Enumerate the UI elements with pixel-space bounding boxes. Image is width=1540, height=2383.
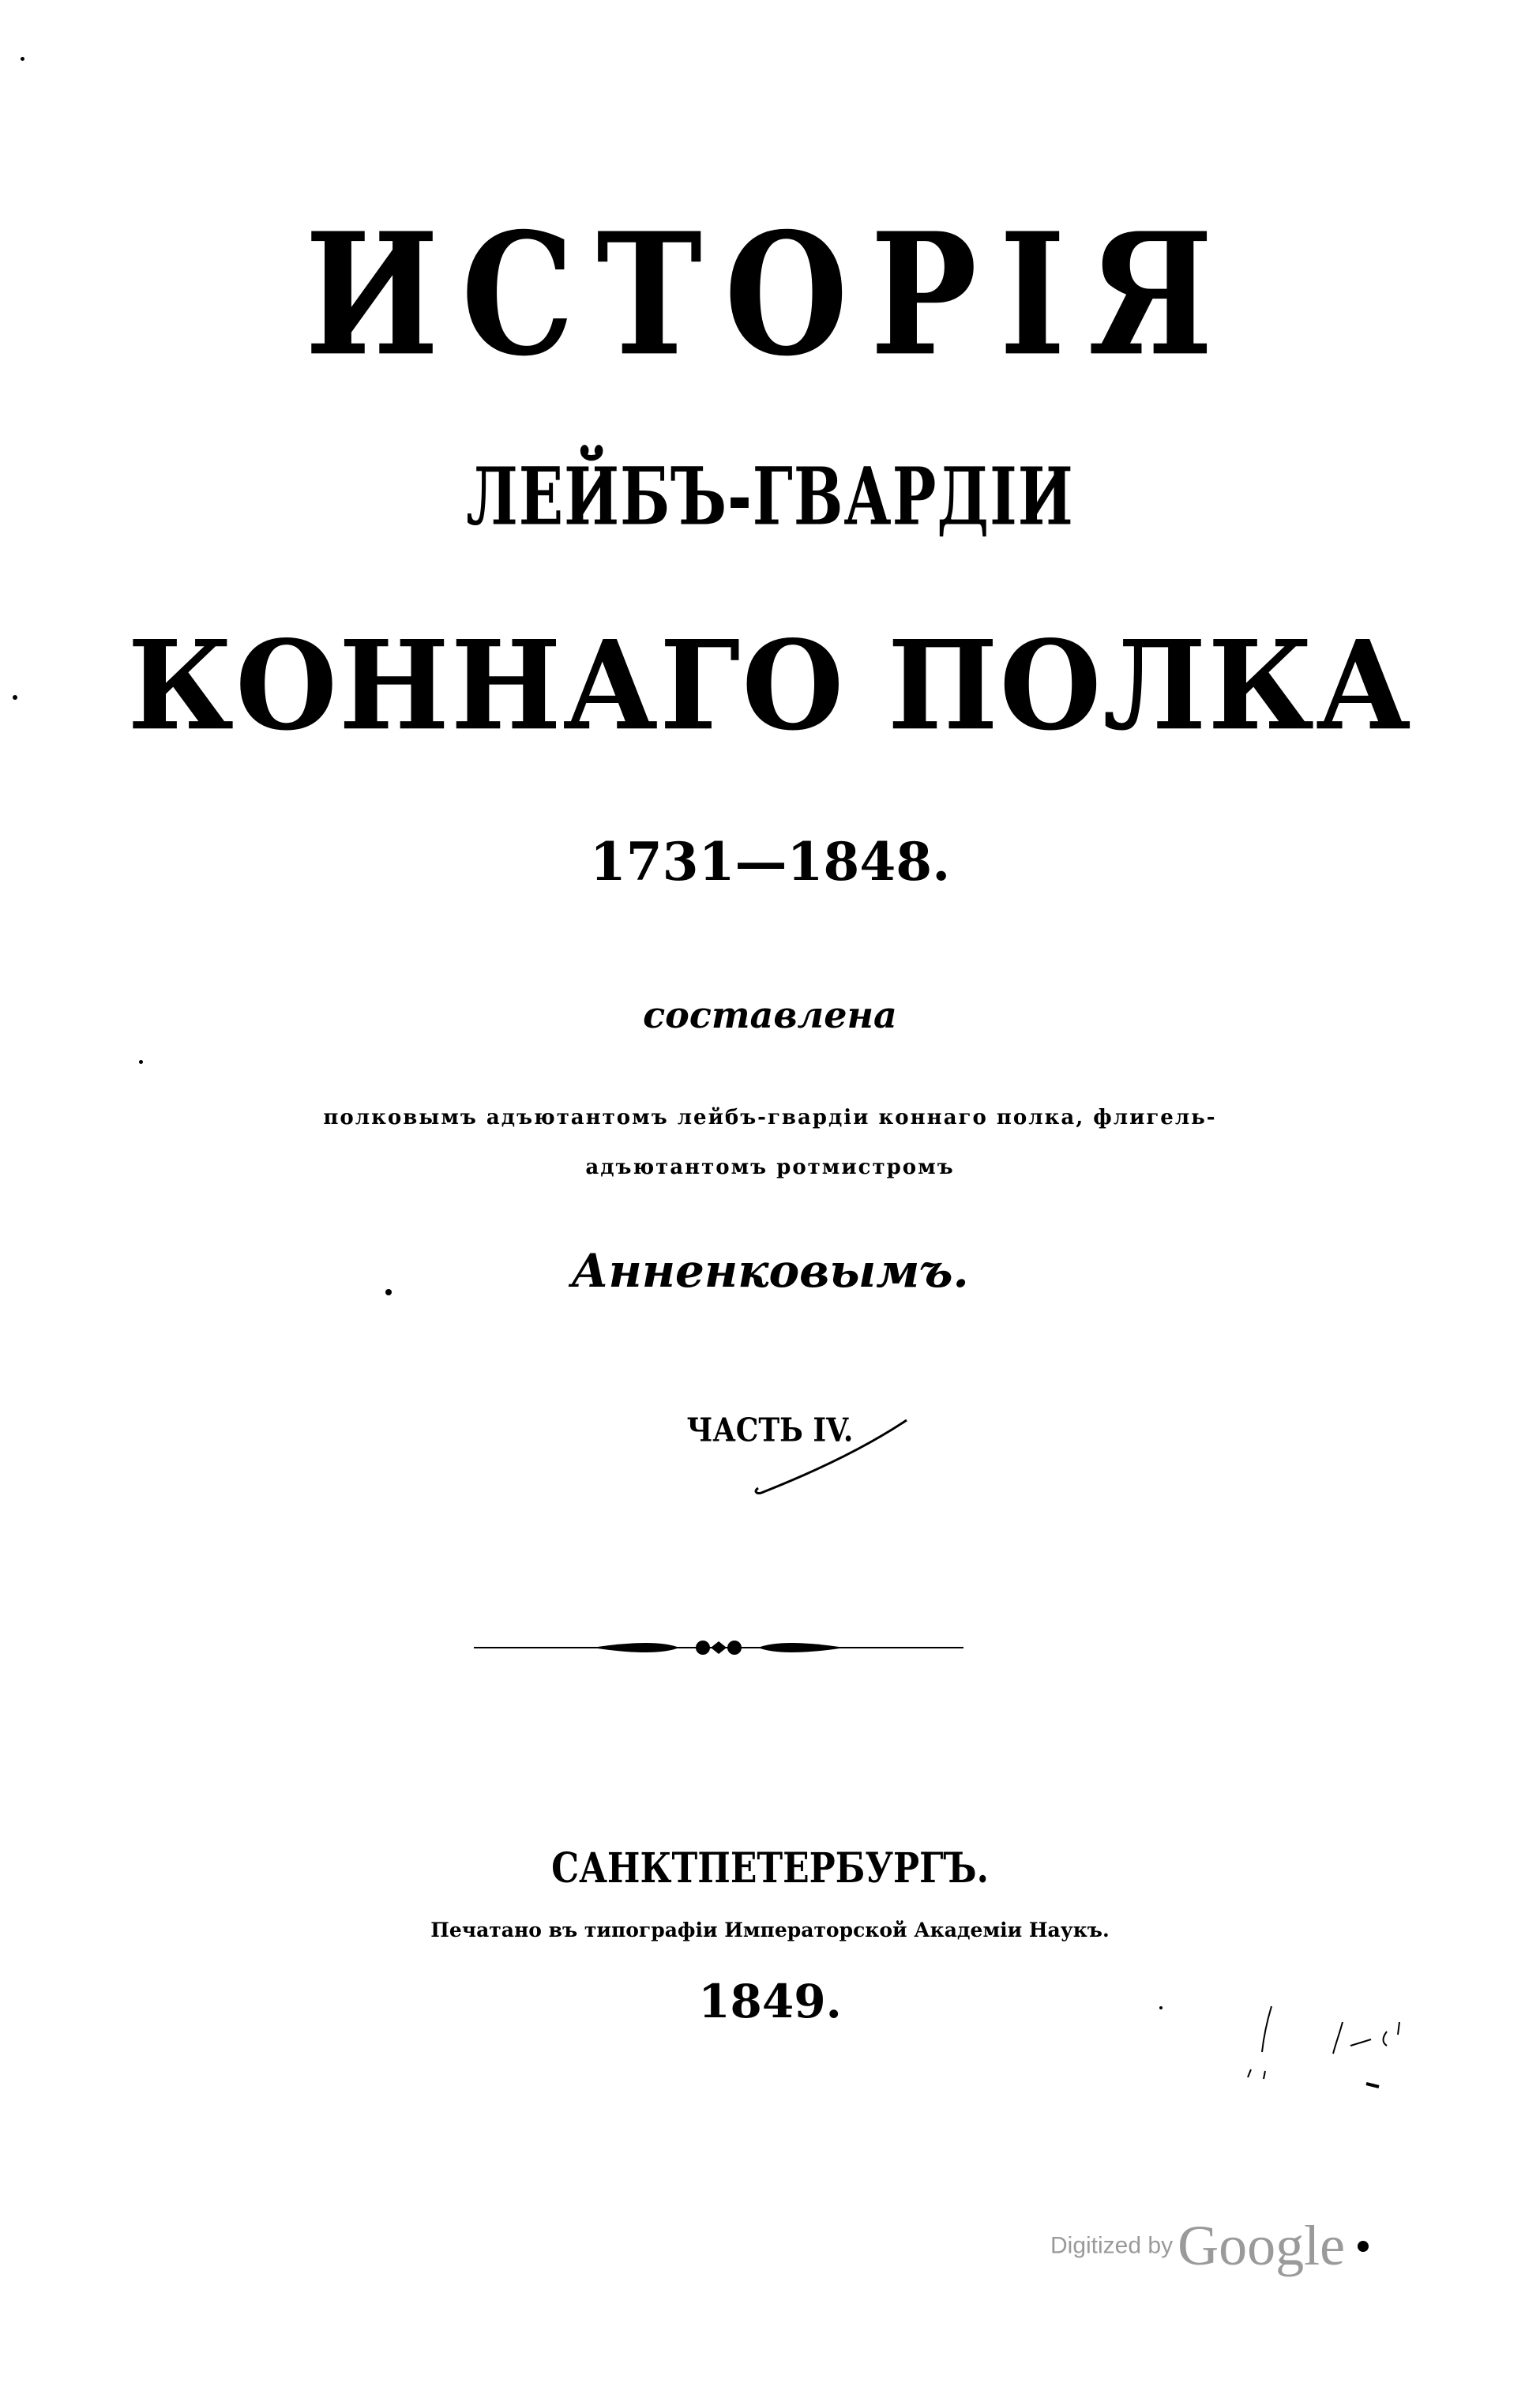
margin-speck [21, 57, 24, 61]
author-description-line-2: адъютантомъ ротмистромъ [585, 1156, 955, 1179]
digitized-brand: Google [1178, 2214, 1346, 2277]
dot-icon [1358, 2241, 1369, 2252]
margin-speck [13, 695, 17, 700]
subtitle-line-2: КОННАГО ПОЛКА [127, 613, 1413, 758]
ornamental-divider [474, 1632, 963, 1663]
author-name: Анненковымъ. [571, 1244, 969, 1298]
pen-stroke-mark [750, 1414, 916, 1501]
margin-speck [1159, 2006, 1163, 2009]
subtitle-line-1: ЛЕЙБЪ-ГВАРДІИ [466, 451, 1074, 543]
digitized-watermark [1050, 2213, 1369, 2279]
digitized-by-label: Digitized by [1050, 2232, 1174, 2259]
compiled-by-label: составлена [643, 994, 897, 1036]
years-range: 1731—1848. [589, 831, 951, 893]
imprint-year: 1849. [698, 1975, 842, 2028]
book-title: ИСТОРІЯ [304, 197, 1236, 394]
imprint-printer: Печатано въ типографіи Императорской Академіи Наукъ. [430, 1919, 1110, 1941]
handwritten-marks [1232, 1990, 1469, 2093]
author-description-line-1: полковымъ адъютантомъ лейбъ-гвардіи коннаго полка, флигель- [323, 1106, 1217, 1129]
imprint-city: САНКТПЕТЕРБУРГЪ. [551, 1844, 989, 1893]
margin-speck [139, 1060, 143, 1064]
margin-speck [385, 1289, 392, 1295]
volume-part: ЧАСТЬ IV. [686, 1411, 854, 1449]
